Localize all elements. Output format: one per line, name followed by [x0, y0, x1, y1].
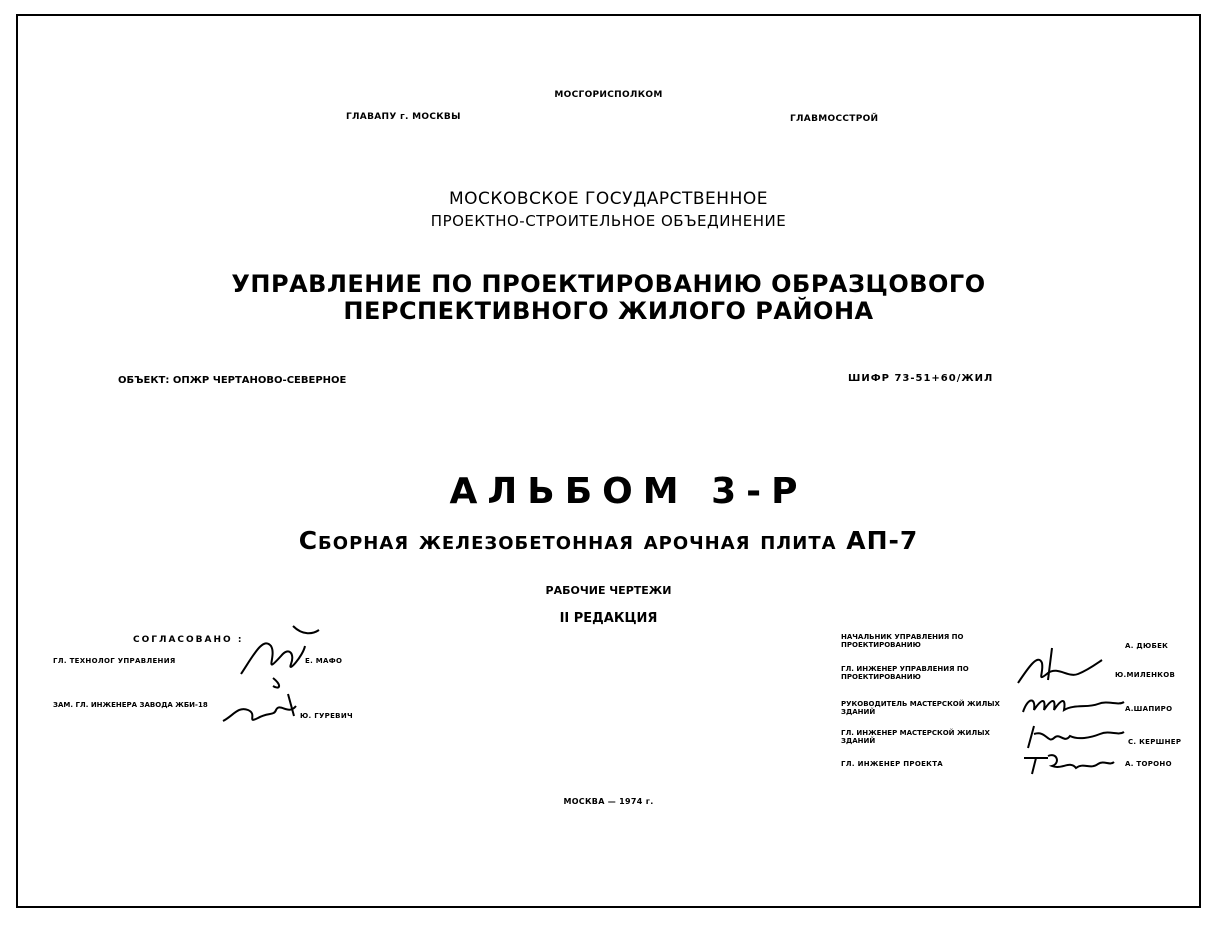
approver-role: ГЛ. ИНЖЕНЕР ПРОЕКТА: [841, 760, 943, 768]
place-year: МОСКВА — 1974 г.: [563, 797, 654, 806]
org-right: ГЛАВМОССТРОЙ: [790, 114, 879, 124]
approver-role: НАЧАЛЬНИК УПРАВЛЕНИЯ ПО ПРОЕКТИРОВАНИЮ: [841, 633, 964, 649]
title-sheet: [16, 14, 1201, 908]
approver-role: ЗАМ. ГЛ. ИНЖЕНЕРА ЗАВОДА ЖБИ-18: [53, 701, 208, 709]
signature-icon: [233, 616, 323, 691]
approver-role: РУКОВОДИТЕЛЬ МАСТЕРСКОЙ ЖИЛЫХ ЗДАНИЙ: [841, 700, 1000, 716]
approver-name: А.ШАПИРО: [1125, 705, 1173, 713]
approver-role: ГЛ. ИНЖЕНЕР УПРАВЛЕНИЯ ПО ПРОЕКТИРОВАНИЮ: [841, 665, 969, 681]
approver-role: ГЛ. ИНЖЕНЕР МАСТЕРСКОЙ ЖИЛЫХ ЗДАНИЙ: [841, 729, 990, 745]
org-top: МОСГОРИСПОЛКОМ: [554, 90, 663, 100]
approver-name: А. ДЮБЕК: [1125, 642, 1169, 650]
album-subtitle: Сборная железобетонная арочная плита АП-7: [298, 526, 919, 555]
approver-name: С. КЕРШНЕР: [1128, 738, 1182, 746]
edition-label: II РЕДАКЦИЯ: [559, 611, 658, 626]
department-line1: УПРАВЛЕНИЕ ПО ПРОЕКТИРОВАНИЮ ОБРАЗЦОВОГО: [231, 270, 986, 298]
album-title: АЛЬБОМ 3-Р: [449, 471, 808, 512]
signature-icon: [218, 686, 308, 736]
signature-icon: [1018, 748, 1118, 778]
approver-name: Ю.МИЛЕНКОВ: [1115, 671, 1176, 679]
drawings-label: РАБОЧИЕ ЧЕРТЕЖИ: [545, 584, 672, 597]
approver-role: ГЛ. ТЕХНОЛОГ УПРАВЛЕНИЯ: [53, 657, 176, 665]
org-left: ГЛАВАПУ г. МОСКВЫ: [346, 112, 461, 122]
agreed-label: СОГЛАСОВАНО :: [133, 635, 244, 645]
approver-name: Е. МАФО: [305, 657, 343, 665]
association-line2: ПРОЕКТНО-СТРОИТЕЛЬНОЕ ОБЪЕДИНЕНИЕ: [430, 212, 787, 230]
association-line1: МОСКОВСКОЕ ГОСУДАРСТВЕННОЕ: [449, 189, 768, 209]
approver-name: Ю. ГУРЕВИЧ: [300, 712, 353, 720]
department-line2: ПЕРСПЕКТИВНОГО ЖИЛОГО РАЙОНА: [343, 297, 874, 325]
signature-icon: [1018, 692, 1128, 722]
object-name: ОБЪЕКТ: ОПЖР ЧЕРТАНОВО-СЕВЕРНОЕ: [118, 375, 347, 386]
approver-name: А. ТОРОНО: [1125, 760, 1172, 768]
object-code: ШИФР 73-51+60/ЖИЛ: [848, 373, 994, 384]
signature-icon: [1008, 638, 1108, 693]
